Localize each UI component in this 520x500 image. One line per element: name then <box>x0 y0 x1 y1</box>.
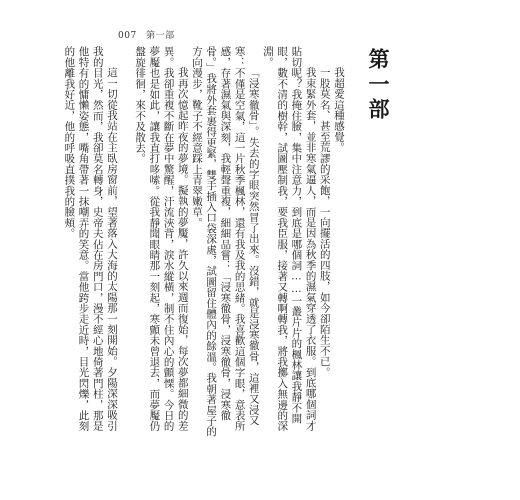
paragraph-1: 我超愛這種感覺。 <box>333 67 345 153</box>
page-number: 007 <box>118 31 137 41</box>
paragraph-3: 我束緊外套，並非寒氣逼人，而是因為秋季的濕氣穿透了衣服。到底哪個詞才貼切呢？我掩住臉，集中注意力，到底是哪個詞……一叢片片的楓林讓我靜不開眼，數不清的樹幹，試圖壓制我，要我臣服，接著又轉啊轉我，將我擲入無邊的深淵。 <box>261 46 317 432</box>
page-header <box>118 28 175 41</box>
paragraph-4: 「浸寒徹骨」。失去的字眼突然冒了出來。沒錯，就是浸寒徹骨，這裡又浸又寒：不僅是空氣，這一片秋季楓林，還有我及我的思緒。我喜歡這個字眼，意表所感，存著濕氣與深刻，我輕聲重複，細細品嘗：「浸寒徹骨，浸寒徹骨，浸寒徹骨。」我將外套裹得更緊，雙手插入口袋深處，試圖留住體內的餘溫。我朝著屋子的方向漫步，靴子不經意踩上青翠嫩草。 <box>190 46 260 437</box>
part-title: 第一部 <box>366 48 391 123</box>
paragraph-5: 我再次憶起昨夜的夢境。擬執的夢魘，許久以來週而復始，每次夢都細微的差異。我卻重複不斷在夢中驚醒，汗流浹背，淚水縱橫，制不住內心的顫慄。今日的夢魘也是如此，讓我直打哆嗦。從我靜聞眼睛那一刻起，寒顫未曾退去，而夢魘仍盤旋徘徊，來不及散去。 <box>134 46 189 432</box>
section-running-head: 第一部 <box>146 31 175 41</box>
vertical-text-block <box>62 46 392 440</box>
paragraph-6: 這一切從我站在主臥房窗前，望著落入大海的太陽那一刻開始。夕陽深深吸引我的目光，然而，我卻莫名轉身，史帝夫佔在房門口，漫不經心地倚著門柱，那是他特有的慵懶姿態，嘴角帶著一抹嘲弄的笑意。當他跨步走近時，目光閃爍，此刻的他離我好近，他的呼吸直撲我的臉頰。 <box>63 46 118 432</box>
paragraph-2: 一股莫名、甚至荒謬的采飽，一向擺活的四肢，如今卻陌生不已。 <box>318 67 331 378</box>
